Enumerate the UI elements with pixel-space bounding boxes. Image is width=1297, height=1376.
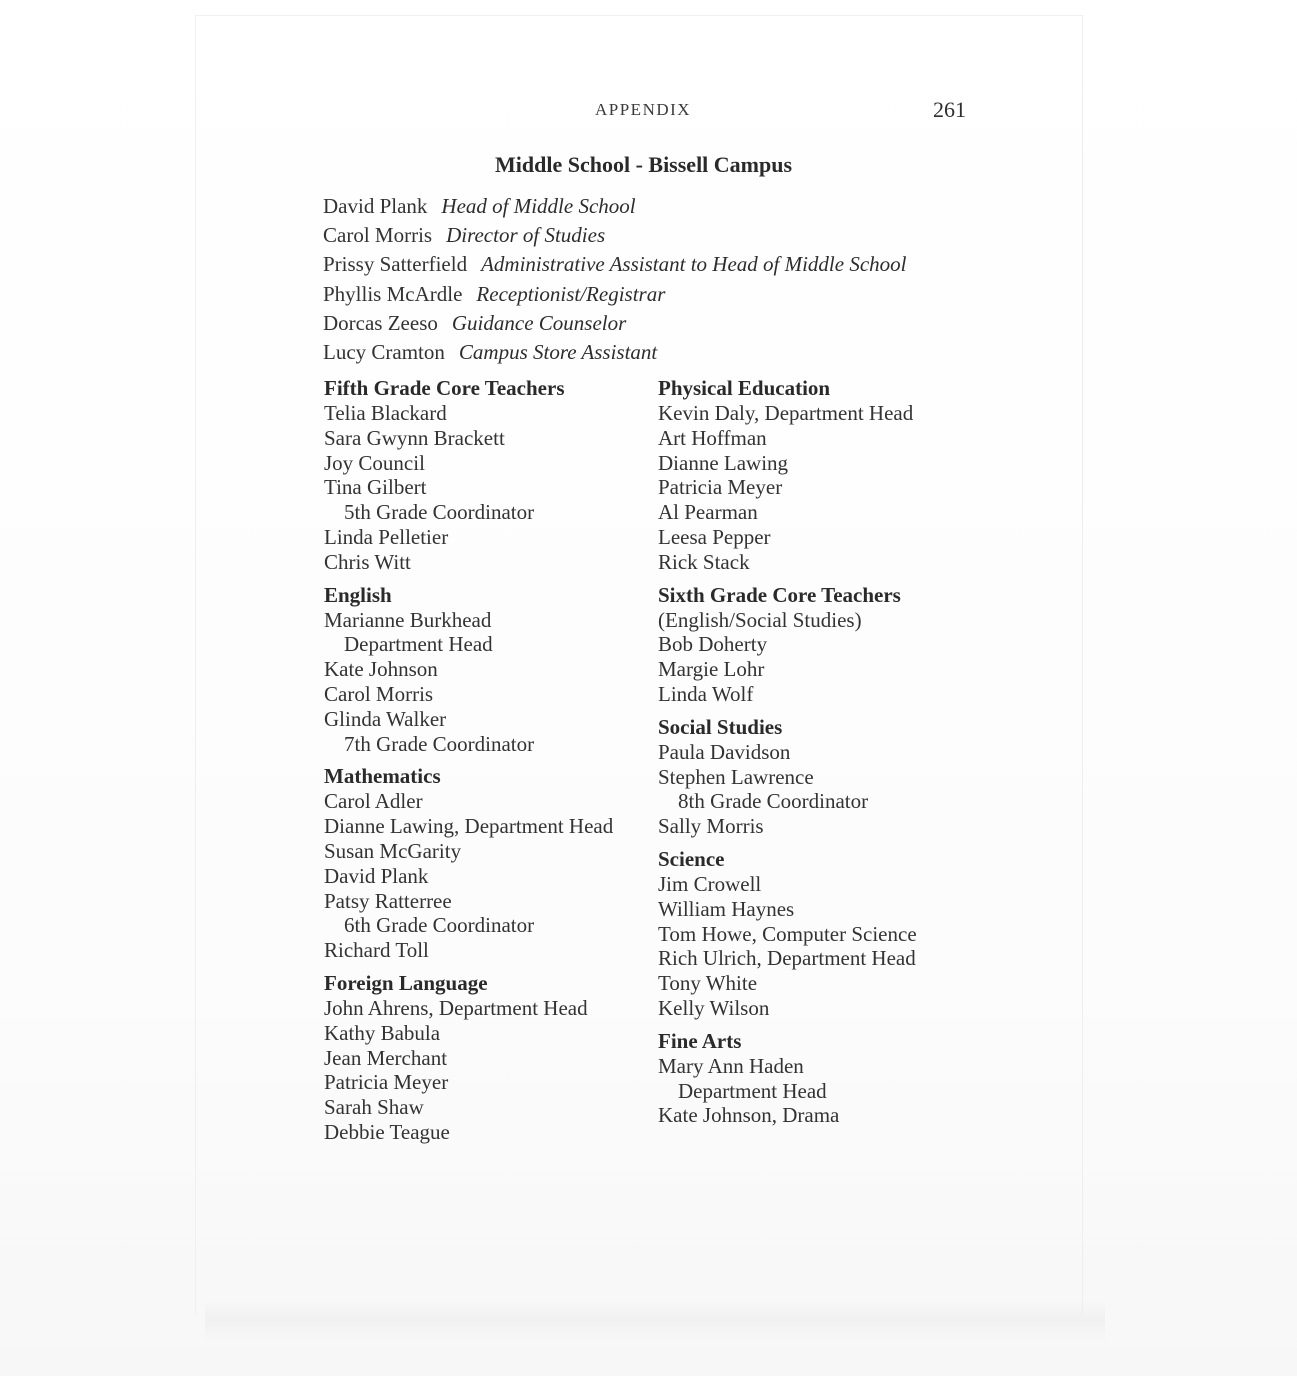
left-column	[324, 375, 654, 1152]
department-mathematics	[324, 763, 654, 963]
member: Sarah Shaw	[324, 1095, 424, 1120]
member: Al Pearman	[658, 500, 758, 525]
member: Jim Crowell	[658, 871, 762, 896]
member: Carol Morris	[324, 681, 434, 706]
staff-entry	[323, 309, 907, 338]
department-title: Fifth Grade Core Teachers	[324, 376, 565, 400]
member: Dianne Lawing, Department Head	[324, 814, 614, 839]
member: Linda Wolf	[658, 681, 754, 706]
staff-name: Dorcas Zeeso	[323, 310, 438, 335]
staff-entry	[323, 192, 907, 221]
member-role: 7th Grade Coordinator	[344, 731, 535, 756]
department-title: Foreign Language	[324, 970, 488, 995]
member: Kevin Daly, Department Head	[658, 401, 914, 425]
member: Stephen Lawrence	[658, 764, 814, 789]
department-title: Mathematics	[324, 764, 441, 789]
staff-name: Carol Morris	[323, 223, 433, 248]
staff-role: Receptionist/Registrar	[476, 281, 666, 306]
member: Bob Doherty	[658, 632, 768, 657]
member: Linda Pelletier	[324, 524, 449, 549]
section-title: Middle School - Bissell Campus	[495, 152, 793, 177]
member: Art Hoffman	[658, 425, 767, 450]
staff-role: Head of Middle School	[441, 194, 636, 218]
staff-role: Director of Studies	[446, 223, 606, 248]
member-role: 8th Grade Coordinator	[678, 789, 869, 814]
staff-name: Prissy Satterfield	[323, 252, 468, 277]
member: Tony White	[658, 971, 758, 996]
member: Susan McGarity	[324, 838, 462, 863]
member: Kate Johnson, Drama	[658, 1103, 840, 1128]
right-column	[658, 375, 958, 1135]
member: Patricia Meyer	[324, 1070, 449, 1095]
department-title: Physical Education	[658, 376, 831, 400]
department-title: English	[324, 582, 392, 607]
member: Patricia Meyer	[658, 475, 783, 500]
member: Leesa Pepper	[658, 524, 771, 549]
department-fine-arts	[658, 1028, 958, 1128]
member: Rick Stack	[658, 549, 750, 574]
member: Rich Ulrich, Department Head	[658, 946, 916, 971]
member: Patsy Ratterree	[324, 888, 452, 913]
member: Joy Council	[324, 450, 425, 475]
member: Mary Ann Haden	[658, 1053, 804, 1078]
member: Jean Merchant	[324, 1045, 448, 1070]
member-role: Department Head	[344, 632, 493, 657]
member: William Haynes	[658, 896, 795, 921]
member: Tina Gilbert	[324, 475, 427, 500]
member-role: Department Head	[678, 1078, 827, 1103]
department-title: Social Studies	[658, 714, 783, 739]
member: Telia Blackard	[324, 401, 447, 425]
staff-name: Phyllis McArdle	[323, 281, 463, 306]
member: Glinda Walker	[324, 706, 447, 731]
member: Carol Adler	[324, 789, 423, 814]
page-number: 261	[933, 97, 966, 122]
member: Richard Toll	[324, 938, 429, 963]
department-foreign-language	[324, 970, 654, 1145]
department-title: Science	[658, 846, 725, 871]
staff-entry	[323, 338, 907, 367]
page-edge-top	[195, 15, 1082, 16]
staff-role: Administrative Assistant to Head of Middle School	[481, 252, 907, 277]
department-physical-education	[658, 375, 958, 575]
member: Paula Davidson	[658, 739, 791, 764]
member-role: 6th Grade Coordinator	[344, 913, 535, 938]
member: Chris Witt	[324, 549, 411, 574]
department-title: Sixth Grade Core Teachers	[658, 582, 901, 607]
staff-entry	[323, 280, 907, 309]
page-edge-left	[195, 15, 196, 1315]
staff-entry	[323, 221, 907, 250]
staff-name: David Plank	[323, 194, 428, 218]
member: Kathy Babula	[324, 1020, 441, 1045]
running-head: APPENDIX	[595, 100, 692, 119]
staff-name: Lucy Cramton	[323, 339, 445, 364]
member: Kate Johnson	[324, 657, 438, 682]
department-fifth-grade-core	[324, 375, 654, 575]
member: Margie Lohr	[658, 657, 765, 682]
member: David Plank	[324, 863, 429, 888]
department-sixth-grade-core	[658, 582, 958, 707]
staff-list	[323, 192, 907, 367]
member: Sally Morris	[658, 814, 764, 839]
member: Debbie Teague	[324, 1119, 450, 1144]
member-role: 5th Grade Coordinator	[344, 500, 535, 525]
page-edge-bottom	[205, 1300, 1105, 1340]
page-edge-right	[1082, 15, 1083, 1315]
department-subtitle: (English/Social Studies)	[658, 607, 862, 632]
member: Kelly Wilson	[658, 995, 770, 1020]
department-science	[658, 846, 958, 1021]
member: Marianne Burkhead	[324, 607, 492, 632]
department-english	[324, 582, 654, 757]
member: Sara Gwynn Brackett	[324, 425, 505, 450]
staff-role: Guidance Counselor	[451, 310, 627, 335]
member: John Ahrens, Department Head	[324, 995, 588, 1020]
department-title: Fine Arts	[658, 1028, 742, 1053]
member: Dianne Lawing	[658, 450, 789, 475]
member: Tom Howe, Computer Science	[658, 921, 917, 946]
staff-entry	[323, 250, 907, 279]
department-social-studies	[658, 714, 958, 839]
staff-role: Campus Store Assistant	[458, 339, 658, 364]
